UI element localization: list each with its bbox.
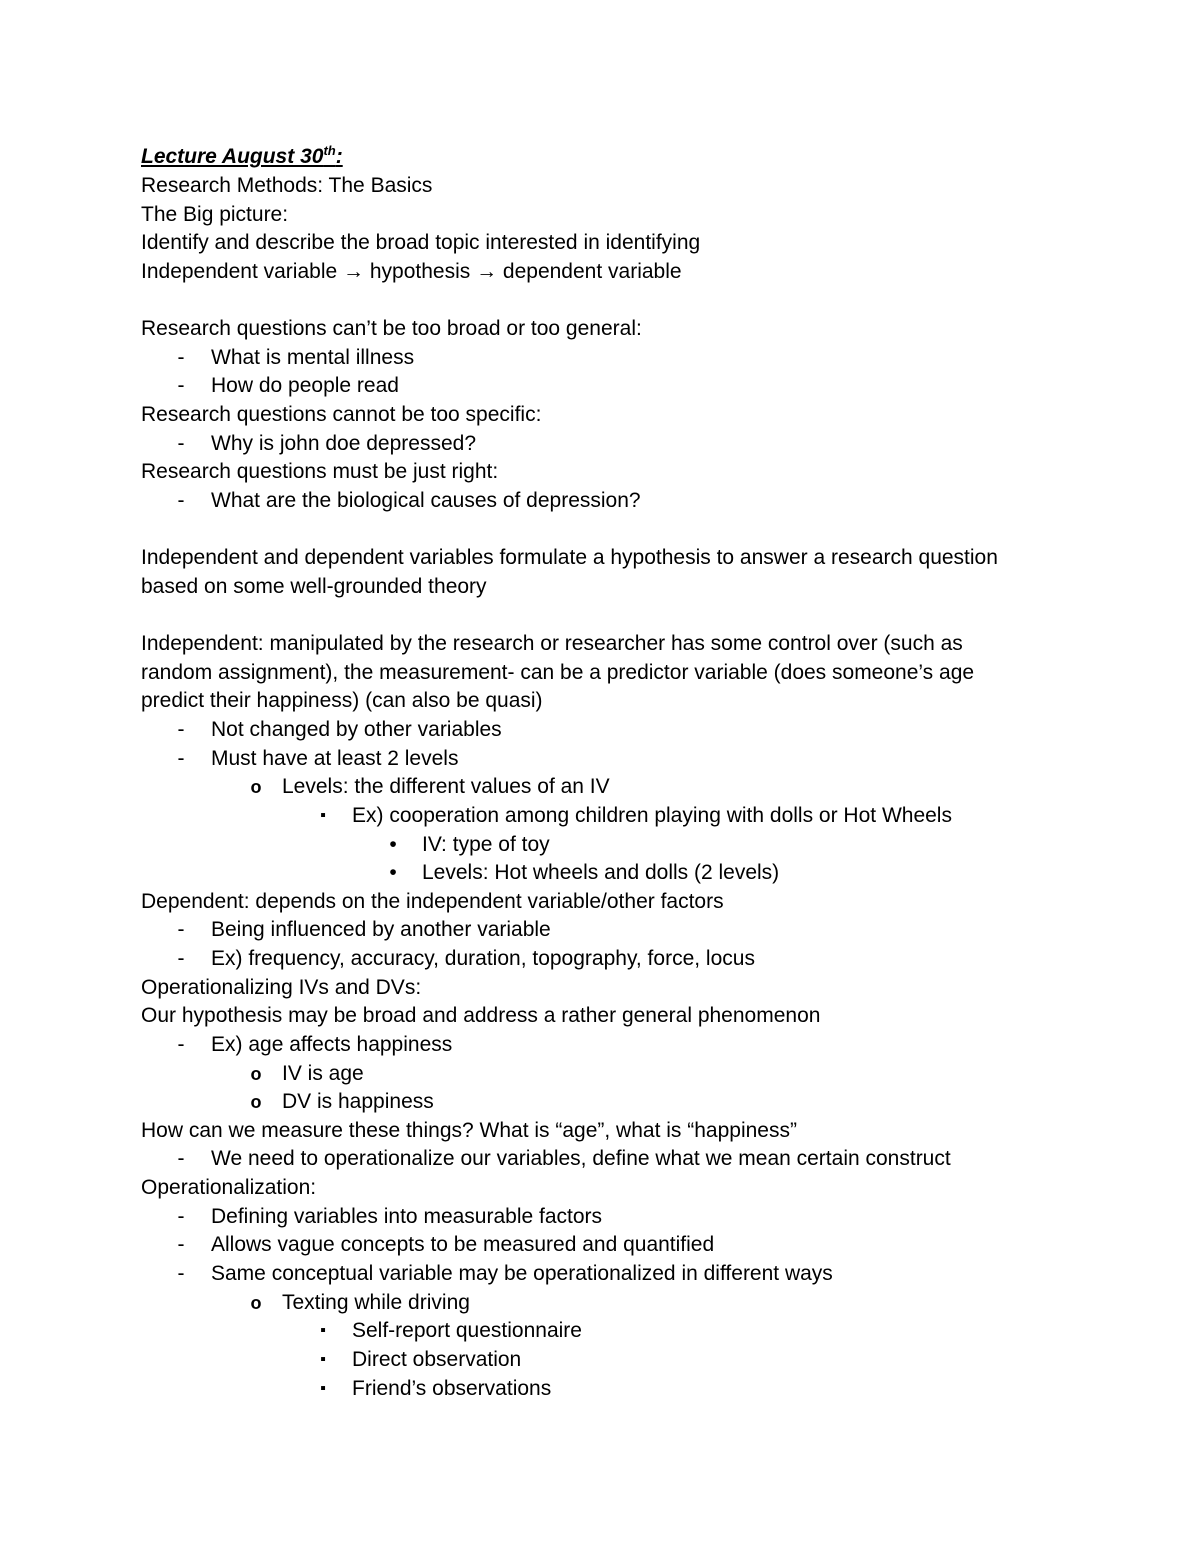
line-text: Independent and dependent variables formulate a hypothesis to answer a research question bbox=[141, 546, 998, 570]
line-text: The Big picture: bbox=[141, 202, 289, 226]
note-line bbox=[0, 172, 1200, 200]
note-line bbox=[0, 974, 1200, 1002]
lecture-title bbox=[0, 143, 1200, 171]
note-line bbox=[0, 229, 1200, 257]
line-text-part: dependent variable bbox=[497, 259, 682, 283]
list-item bbox=[0, 716, 1200, 744]
list-item bbox=[0, 1088, 1200, 1116]
list-item bbox=[0, 1375, 1200, 1403]
line-text: Research questions must be just right: bbox=[141, 460, 499, 484]
bullet-marker: o bbox=[250, 1063, 262, 1084]
note-line bbox=[0, 315, 1200, 343]
note-line bbox=[0, 659, 1200, 687]
list-item bbox=[0, 344, 1200, 372]
line-text: Research questions cannot be too specific: bbox=[141, 403, 542, 426]
list-item bbox=[0, 430, 1200, 458]
line-text: Direct observation bbox=[352, 1347, 522, 1371]
list-item bbox=[0, 945, 1200, 973]
list-item bbox=[0, 1346, 1200, 1374]
bullet-marker: - bbox=[177, 1261, 185, 1285]
list-item bbox=[0, 1203, 1200, 1231]
note-line bbox=[0, 458, 1200, 486]
bullet-marker: - bbox=[177, 1233, 185, 1257]
line-text: Not changed by other variables bbox=[211, 718, 502, 741]
list-item bbox=[0, 372, 1200, 400]
line-text: Operationalizing IVs and DVs: bbox=[141, 975, 422, 999]
line-text: Must have at least 2 levels bbox=[211, 746, 459, 770]
bullet-marker: • bbox=[389, 832, 397, 856]
bullet-marker: ▪ bbox=[320, 806, 326, 824]
list-item bbox=[0, 487, 1200, 515]
line-text: Defining variables into measurable factors bbox=[211, 1204, 603, 1228]
note-line bbox=[0, 401, 1200, 429]
bullet-marker: - bbox=[177, 431, 185, 455]
line-text: Levels: the different values of an IV bbox=[282, 775, 610, 799]
note-line bbox=[0, 630, 1200, 658]
line-text: Research Methods: The Basics bbox=[141, 174, 433, 197]
list-item bbox=[0, 1060, 1200, 1088]
line-text: Texting while driving bbox=[282, 1290, 470, 1314]
arrow-icon: → bbox=[476, 259, 498, 283]
note-line bbox=[0, 201, 1200, 229]
line-text: IV: type of toy bbox=[422, 832, 550, 856]
line-text: Research questions can’t be too broad or too general: bbox=[141, 317, 642, 341]
line-text-part: hypothesis bbox=[364, 259, 477, 283]
line-text: Self-report questionnaire bbox=[352, 1319, 582, 1343]
bullet-marker: ▪ bbox=[320, 1322, 326, 1340]
list-item bbox=[0, 916, 1200, 944]
line-text: Same conceptual variable may be operationalized in different ways bbox=[211, 1261, 833, 1285]
bullet-marker: ▪ bbox=[320, 1350, 326, 1368]
line-text: IV is age bbox=[282, 1061, 364, 1085]
list-item bbox=[0, 773, 1200, 801]
note-line bbox=[0, 287, 1200, 315]
note-line bbox=[0, 258, 1200, 286]
line-text: predict their happiness) (can also be quasi) bbox=[141, 689, 543, 713]
line-text: Identify and describe the broad topic interested in identifying bbox=[141, 231, 701, 255]
bullet-marker: o bbox=[250, 1092, 262, 1113]
lecture-title-text: Lecture August 30th: bbox=[141, 143, 343, 168]
note-line bbox=[0, 602, 1200, 630]
note-line bbox=[0, 544, 1200, 572]
bullet-marker: - bbox=[177, 1147, 185, 1171]
line-text: Why is john doe depressed? bbox=[211, 431, 476, 455]
line-text: What is mental illness bbox=[211, 345, 415, 369]
line-text: based on some well-grounded theory bbox=[141, 574, 487, 598]
line-text-part: Independent variable bbox=[141, 259, 343, 283]
note-line bbox=[0, 573, 1200, 601]
bullet-marker: - bbox=[177, 918, 185, 942]
line-text: Levels: Hot wheels and dolls (2 levels) bbox=[422, 861, 780, 885]
line-text: How do people read bbox=[211, 374, 399, 398]
list-item bbox=[0, 745, 1200, 773]
line-text: Ex) frequency, accuracy, duration, topography, force, locus bbox=[211, 947, 755, 970]
list-item bbox=[0, 1289, 1200, 1317]
list-item bbox=[0, 1317, 1200, 1345]
bullet-marker: - bbox=[177, 345, 185, 369]
line-text: Dependent: depends on the independent variable/other factors bbox=[141, 889, 724, 913]
list-item bbox=[0, 1260, 1200, 1288]
list-item bbox=[0, 802, 1200, 830]
bullet-marker: - bbox=[177, 374, 185, 398]
line-text bbox=[141, 258, 682, 286]
line-text: random assignment), the measurement- can be a predictor variable (does someone’s age bbox=[141, 660, 975, 684]
bullet-marker: ▪ bbox=[320, 1379, 326, 1397]
line-text: We need to operationalize our variables, define what we mean certain construct bbox=[211, 1147, 951, 1171]
list-item bbox=[0, 1031, 1200, 1059]
bullet-marker: - bbox=[177, 746, 185, 770]
line-text: What are the biological causes of depression? bbox=[211, 488, 641, 512]
line-text: Operationalization: bbox=[141, 1176, 317, 1199]
line-text: Our hypothesis may be broad and address a rather general phenomenon bbox=[141, 1004, 821, 1028]
note-line bbox=[0, 1002, 1200, 1030]
line-text: Friend’s observations bbox=[352, 1376, 552, 1400]
line-text: Being influenced by another variable bbox=[211, 918, 551, 942]
note-line bbox=[0, 1117, 1200, 1145]
line-text: Ex) age affects happiness bbox=[211, 1032, 453, 1056]
note-line bbox=[0, 687, 1200, 715]
line-text: Allows vague concepts to be measured and quantified bbox=[211, 1233, 715, 1257]
bullet-marker: • bbox=[389, 861, 397, 885]
bullet-marker: - bbox=[177, 1032, 185, 1056]
line-text: How can we measure these things? What is “age”, what is “happiness” bbox=[141, 1118, 797, 1142]
note-line bbox=[0, 888, 1200, 916]
bullet-marker: o bbox=[250, 777, 262, 798]
list-item bbox=[0, 1231, 1200, 1259]
bullet-marker: - bbox=[177, 718, 185, 741]
list-item bbox=[0, 831, 1200, 859]
bullet-marker: - bbox=[177, 947, 185, 970]
bullet-marker: - bbox=[177, 1204, 185, 1228]
line-text: Independent: manipulated by the research or researcher has some control over (such as bbox=[141, 632, 963, 656]
line-text: Ex) cooperation among children playing with dolls or Hot Wheels bbox=[352, 803, 952, 827]
list-item bbox=[0, 859, 1200, 887]
bullet-marker: o bbox=[250, 1292, 262, 1313]
arrow-icon: → bbox=[343, 259, 364, 283]
line-text: DV is happiness bbox=[282, 1090, 434, 1114]
note-line bbox=[0, 1174, 1200, 1202]
bullet-marker: - bbox=[177, 488, 185, 512]
list-item bbox=[0, 1145, 1200, 1173]
note-line bbox=[0, 516, 1200, 544]
